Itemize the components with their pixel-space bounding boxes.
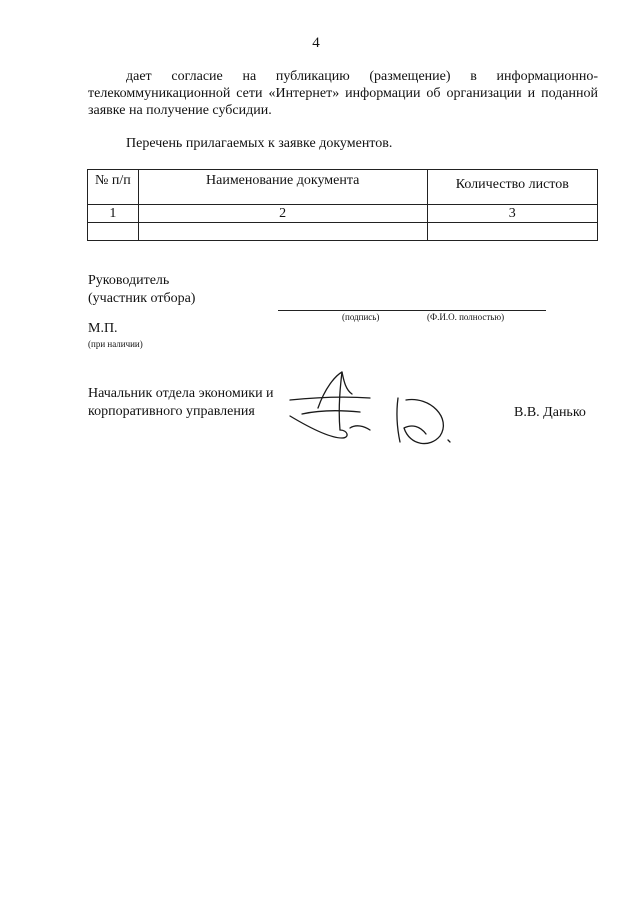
head-title-line2: (участник отбора) xyxy=(88,291,196,306)
table-cell: 3 xyxy=(427,205,597,223)
documents-list-title: Перечень прилагаемых к заявке документов. xyxy=(126,136,393,151)
table-header-row xyxy=(88,170,598,205)
official-name: В.В. Данько xyxy=(514,405,586,420)
documents-table xyxy=(87,169,598,241)
full-name-caption: (Ф.И.О. полностью) xyxy=(427,312,505,322)
head-title-line1: Руководитель xyxy=(88,273,170,288)
handwritten-signature xyxy=(280,368,460,450)
table-cell: 1 xyxy=(88,205,139,223)
table-cell xyxy=(88,223,139,241)
header-number: № п/п xyxy=(88,170,139,205)
stamp-note: (при наличии) xyxy=(88,339,143,349)
page-number: 4 xyxy=(312,35,320,51)
signature-line xyxy=(278,310,546,311)
table-cell xyxy=(138,223,427,241)
signature-caption: (подпись) xyxy=(342,312,380,322)
table-row xyxy=(88,223,598,241)
header-document-name: Наименование документа xyxy=(138,170,427,205)
consent-paragraph: дает согласие на публикацию (размещение) в информационно-телекоммуникационной сети «Интернет» информации об организации и поданной заявке на получение субсидии. xyxy=(88,69,598,118)
official-position-line2: корпоративного управления xyxy=(88,404,255,419)
stamp-label: М.П. xyxy=(88,321,118,336)
official-position-line1: Начальник отдела экономики и xyxy=(88,386,274,401)
table-cell: 2 xyxy=(138,205,427,223)
table-cell xyxy=(427,223,597,241)
table-row xyxy=(88,205,598,223)
header-sheet-count: Количество листов xyxy=(427,170,597,205)
